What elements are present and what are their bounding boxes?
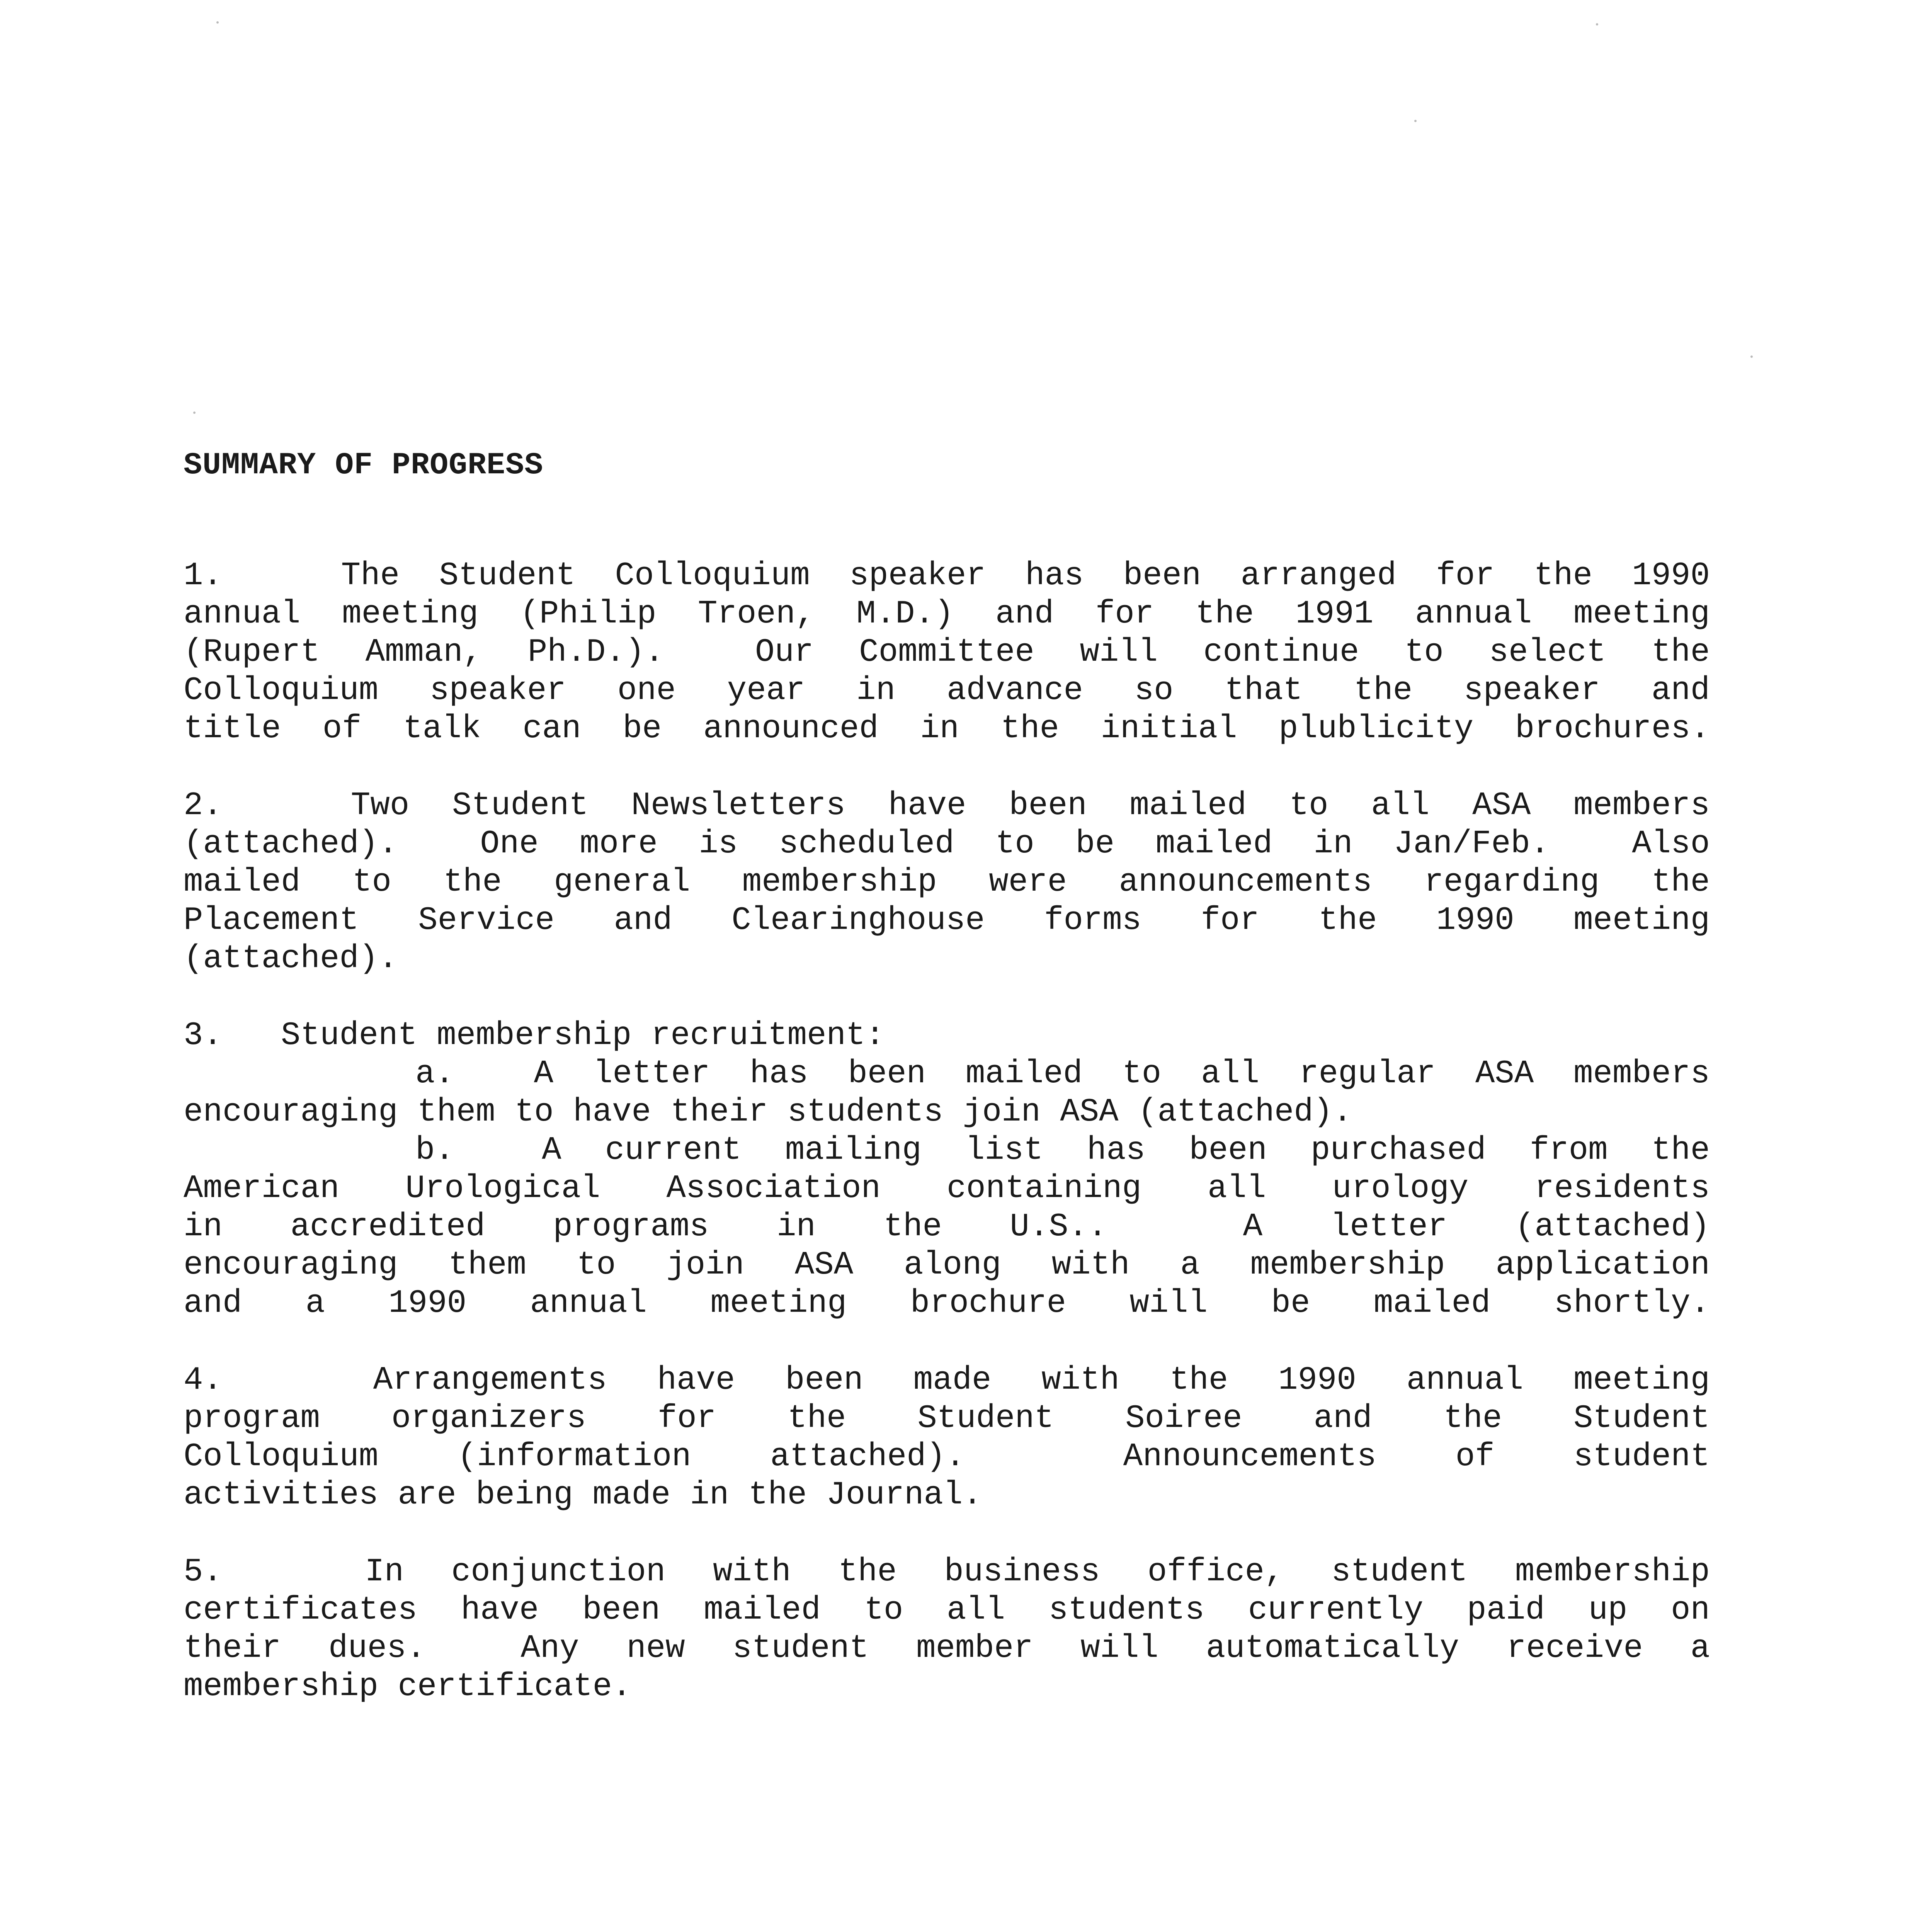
text-line: (attached).: [184, 940, 398, 977]
text-line: 3. Student membership recruitment:: [184, 1017, 885, 1054]
text-line: program organizers for the Student Soiree and the Student: [184, 1400, 1710, 1437]
text-line: their dues. Any new student member will automatically receive a: [184, 1630, 1710, 1667]
scan-speck: [1596, 23, 1598, 26]
scan-speck: [1750, 355, 1753, 358]
summary-item-5: [184, 1553, 1710, 1706]
scan-speck: [216, 21, 219, 24]
text-line: activities are being made in the Journal.: [184, 1477, 982, 1514]
document-body: [184, 446, 1710, 1745]
scan-speck: [193, 412, 196, 414]
text-line: b. A current mailing list has been purchased from the: [415, 1132, 1710, 1169]
text-line: Placement Service and Clearinghouse forms for the 1990 meeting: [184, 902, 1710, 939]
summary-item-4: [184, 1361, 1710, 1514]
text-line: and a 1990 annual meeting brochure will be mailed shortly.: [184, 1285, 1710, 1322]
summary-item-2: [184, 787, 1710, 978]
text-line: 2. Two Student Newsletters have been mailed to all ASA members: [184, 787, 1710, 824]
text-line: in accredited programs in the U.S.. A letter (attached): [184, 1209, 1710, 1245]
scan-speck: [1414, 120, 1417, 122]
text-line: 5. In conjunction with the business office, student membership: [184, 1554, 1710, 1590]
text-line: Colloquium (information attached). Announcements of student: [184, 1439, 1710, 1475]
text-line: membership certificate.: [184, 1668, 632, 1705]
text-line: 1. The Student Colloquium speaker has been arranged for the 1990: [184, 558, 1710, 594]
text-line: 4. Arrangements have been made with the 1990 annual meeting: [184, 1362, 1710, 1399]
page-title: SUMMARY OF PROGRESS: [184, 448, 544, 483]
summary-item-3: [184, 1017, 1710, 1323]
text-line: mailed to the general membership were announcements regarding the: [184, 864, 1710, 901]
text-line: annual meeting (Philip Troen, M.D.) and for the 1991 annual meeting: [184, 596, 1710, 633]
text-line: a. A letter has been mailed to all regular ASA members: [415, 1056, 1710, 1092]
text-line: Colloquium speaker one year in advance so that the speaker and: [184, 672, 1710, 709]
text-line: (attached). One more is scheduled to be mailed in Jan/Feb. Also: [184, 826, 1710, 862]
text-line: American Urological Association containing all urology residents: [184, 1170, 1710, 1207]
text-line: title of talk can be announced in the initial plublicity brochures.: [184, 711, 1710, 747]
text-line: (Rupert Amman, Ph.D.). Our Committee will continue to select the: [184, 634, 1710, 671]
text-line: certificates have been mailed to all students currently paid up on: [184, 1592, 1710, 1629]
text-line: encouraging them to join ASA along with a membership application: [184, 1247, 1710, 1284]
summary-item-1: [184, 557, 1710, 748]
text-line: encouraging them to have their students join ASA (attached).: [184, 1094, 1352, 1131]
